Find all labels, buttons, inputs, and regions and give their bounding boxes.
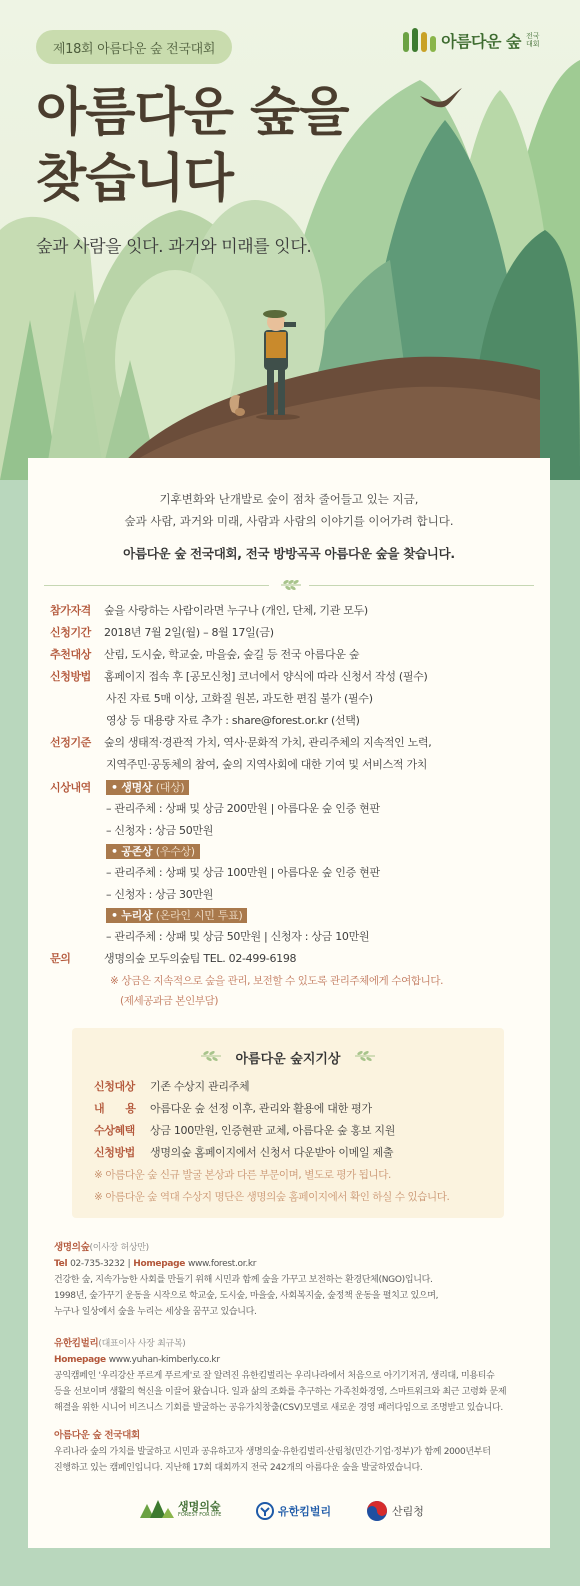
logo-name: 생명의숲	[178, 1499, 221, 1513]
method-line-2: 사진 자료 5매 이상, 고화질 원본, 과도한 편집 불가 (필수)	[106, 692, 373, 705]
logo-name: 아름다운 숲	[441, 31, 521, 51]
tagline: 숲과 사람을 잇다. 과거와 미래를 잇다.	[36, 237, 312, 257]
contact-label: 문의	[50, 952, 71, 965]
guardian-label: 신청대상	[94, 1080, 135, 1093]
contact-row	[50, 952, 296, 966]
criteria-line-2: 지역주민·공동체의 참여, 숲의 지역사회에 대한 기여 및 서비스적 가치	[106, 758, 428, 771]
org-name: 유한킴벌리	[54, 1338, 99, 1349]
guardian-award-box	[72, 1028, 504, 1218]
award-1-line-2: – 신청자 : 상금 50만원	[106, 824, 214, 837]
targets-label: 추천대상	[50, 648, 91, 661]
qualification-value: 숲을 사랑하는 사람이라면 누구나 (개인, 단체, 기관 모두)	[104, 604, 368, 617]
award-badge-life	[106, 780, 189, 795]
award-name: • 생명상	[111, 781, 153, 794]
awards-label: 시상내역	[50, 781, 91, 794]
qualification-label: 참가자격	[50, 604, 91, 617]
tree-icon	[140, 1500, 174, 1518]
guardian-label: 신청방법	[94, 1146, 135, 1159]
title-line-2: 찾습니다	[36, 149, 233, 209]
award-2-line-1: – 관리주체 : 상패 및 상금 100만원 | 아름다운 숲 인증 현판	[106, 866, 380, 879]
intro-headline: 아름다운 숲 전국대회, 전국 방방곡곡 아름다운 숲을 찾습니다.	[123, 546, 455, 561]
homepage-label: Homepage	[133, 1259, 186, 1269]
logo-sub: FOREST FOR LIFE	[178, 1511, 222, 1518]
award-2-line-2: – 신청자 : 상금 30만원	[106, 888, 214, 901]
yuhan-icon	[256, 1502, 274, 1520]
page-title	[36, 80, 349, 212]
award-note: (대상)	[155, 781, 185, 794]
taegeuk-icon	[366, 1500, 388, 1522]
targets-value: 산림, 도시숲, 학교숲, 마을숲, 숲길 등 전국 아름다운 숲	[104, 648, 360, 661]
homepage-link[interactable]: www.forest.or.kr	[187, 1259, 257, 1269]
award-name: • 누리상	[111, 909, 153, 922]
method-label: 신청방법	[50, 670, 91, 683]
intro-text	[28, 488, 550, 532]
period-label: 신청기간	[50, 626, 91, 639]
org-yuhan-kimberly	[54, 1336, 534, 1416]
awards-row	[50, 781, 104, 795]
leaf-icon	[354, 1050, 376, 1062]
guardian-value: 기존 수상지 관리주체	[150, 1080, 250, 1093]
separator: |	[127, 1259, 131, 1269]
homepage-label: Homepage	[54, 1355, 106, 1365]
org-name: 생명의숲	[54, 1242, 90, 1253]
logo-yuhan-kimberly	[256, 1502, 331, 1520]
org-contest	[54, 1428, 534, 1476]
guardian-value: 상금 100만원, 인증현판 교체, 아름다운 숲 홍보 지원	[150, 1124, 396, 1137]
award-name: • 공존상	[111, 845, 153, 858]
guardian-value: 생명의숲 홈페이지에서 신청서 다운받아 이메일 제출	[150, 1146, 394, 1159]
tax-note: (제세공과금 본인부담)	[120, 995, 219, 1007]
org-desc-1: 건강한 숲, 지속가능한 사회를 만들기 위해 시민과 함께 숲을 가꾸고 보전하는 환경단체(NGO)입니다.	[54, 1275, 433, 1285]
org-desc-2: 등을 선보이며 생활의 혁신을 이끌어 왔습니다. 일과 삶의 조화를 추구하는 가족친화경영, 스마트워크와 최근 고령화 문제	[54, 1387, 507, 1397]
award-badge-coexist	[106, 844, 200, 859]
org-desc-2: 진행하고 있는 캠페인입니다. 지난해 17회 대회까지 전국 242개의 아름다운 숲을 발굴하였습니다.	[54, 1463, 423, 1473]
award-1-line-1: – 관리주체 : 상패 및 상금 200만원 | 아름다운 숲 인증 현판	[106, 802, 380, 815]
contact-value: 생명의숲 모두의숲팀 TEL. 02-499-6198	[104, 952, 297, 965]
content-card	[28, 458, 550, 1548]
guardian-row-content	[94, 1102, 372, 1116]
guardian-note-1: ※ 아름다운 숲 신규 발굴 본상과 다른 부문이며, 별도로 평가 됩니다.	[94, 1169, 391, 1181]
award-note: (온라인 시민 투표)	[155, 909, 243, 922]
logo-forest-for-life	[140, 1500, 221, 1518]
logo-sub: 전국대회	[526, 32, 540, 48]
guardian-row-benefit	[94, 1124, 395, 1138]
method-row	[50, 670, 428, 684]
qualification-row	[50, 604, 368, 618]
org-name: 아름다운 숲 전국대회	[54, 1430, 140, 1441]
sponsor-logos	[28, 1496, 550, 1526]
criteria-line-1: 숲의 생태적·경관적 가치, 역사·문화적 가치, 관리주체의 지속적인 노력,	[104, 736, 432, 749]
org-desc-1: 공익캠페인 '우리강산 푸르게 푸르게'로 잘 알려진 유한킴벌리는 우리나라에서 처음으로 아기기저귀, 생리대, 미용티슈	[54, 1371, 495, 1381]
title-line-1: 아름다운 숲을	[36, 83, 349, 143]
guardian-label: 수상혜택	[94, 1124, 135, 1137]
contest-logo	[403, 28, 540, 52]
award-badge-nuri	[106, 908, 247, 923]
tel-value: 02-735-3232	[70, 1259, 125, 1269]
logo-name: 산림청	[392, 1505, 424, 1518]
intro-line-1: 기후변화와 난개발로 숲이 점차 줄어들고 있는 지금,	[159, 492, 419, 506]
org-desc-1: 우리나라 숲의 가치를 발굴하고 시민과 공유하고자 생명의숲·유한킴벌리·산림청(민간·기업·정부)가 함께 2000년부터	[54, 1447, 491, 1457]
guardian-note-2: ※ 아름다운 숲 역대 수상지 명단은 생명의숲 홈페이지에서 확인 하실 수 있습니다.	[94, 1191, 450, 1203]
leaf-divider	[44, 578, 534, 592]
homepage-link[interactable]: www.yuhan-kimberly.co.kr	[108, 1355, 220, 1365]
guardian-row-method	[94, 1146, 393, 1160]
guardian-label: 내 용	[94, 1102, 136, 1115]
leaf-icon	[279, 578, 303, 592]
logo-name: 유한킴벌리	[278, 1505, 332, 1518]
tel-label: Tel	[54, 1259, 68, 1269]
guardian-value: 아름다운 숲 선정 이후, 관리와 활용에 대한 평가	[150, 1102, 372, 1115]
method-line-1: 홈페이지 접속 후 [공모신청] 코너에서 양식에 따라 신청서 작성 (필수)	[104, 670, 428, 683]
org-forest-for-life	[54, 1240, 534, 1320]
award-note: (우수상)	[155, 845, 195, 858]
criteria-label: 선정기준	[50, 736, 91, 749]
org-desc-3: 해결을 위한 시니어 비즈니스 기회를 발굴하는 공유가치창출(CSV)모델로 새로운 경영 패러다임으로 조명받고 있습니다.	[54, 1403, 503, 1413]
criteria-row	[50, 736, 432, 750]
prize-note: ※ 상금은 지속적으로 숲을 관리, 보전할 수 있도록 관리주체에게 수여합니다.	[110, 975, 444, 987]
logo-forest-service	[366, 1500, 424, 1522]
logo-bars-icon	[403, 28, 436, 52]
org-rep: (대표이사 사장 최규복)	[98, 1339, 186, 1349]
org-rep: (이사장 허상만)	[89, 1243, 149, 1253]
event-tag: 제18회 아름다운 숲 전국대회	[36, 30, 232, 64]
period-row	[50, 626, 274, 640]
org-desc-3: 누구나 일상에서 숲을 누리는 세상을 꿈꾸고 있습니다.	[54, 1307, 257, 1317]
guardian-title: 아름다운 숲지기상	[235, 1052, 341, 1067]
award-3-line-1: – 관리주체 : 상패 및 상금 50만원 | 신청자 : 상금 10만원	[106, 930, 370, 943]
guardian-row-target	[94, 1080, 249, 1094]
targets-row	[50, 648, 359, 662]
org-desc-2: 1998년, 숲가꾸기 운동을 시작으로 학교숲, 도시숲, 마을숲, 사회복지숲, 숲정책 운동을 펼치고 있으며,	[54, 1291, 439, 1301]
intro-line-2: 숲과 사람, 과거와 미래, 사람과 사람의 이야기를 이어가려 합니다.	[124, 514, 454, 528]
period-value: 2018년 7월 2일(월) – 8월 17일(금)	[104, 626, 274, 639]
method-line-3: 영상 등 대용량 자료 추가 : share@forest.or.kr (선택)	[106, 714, 360, 727]
